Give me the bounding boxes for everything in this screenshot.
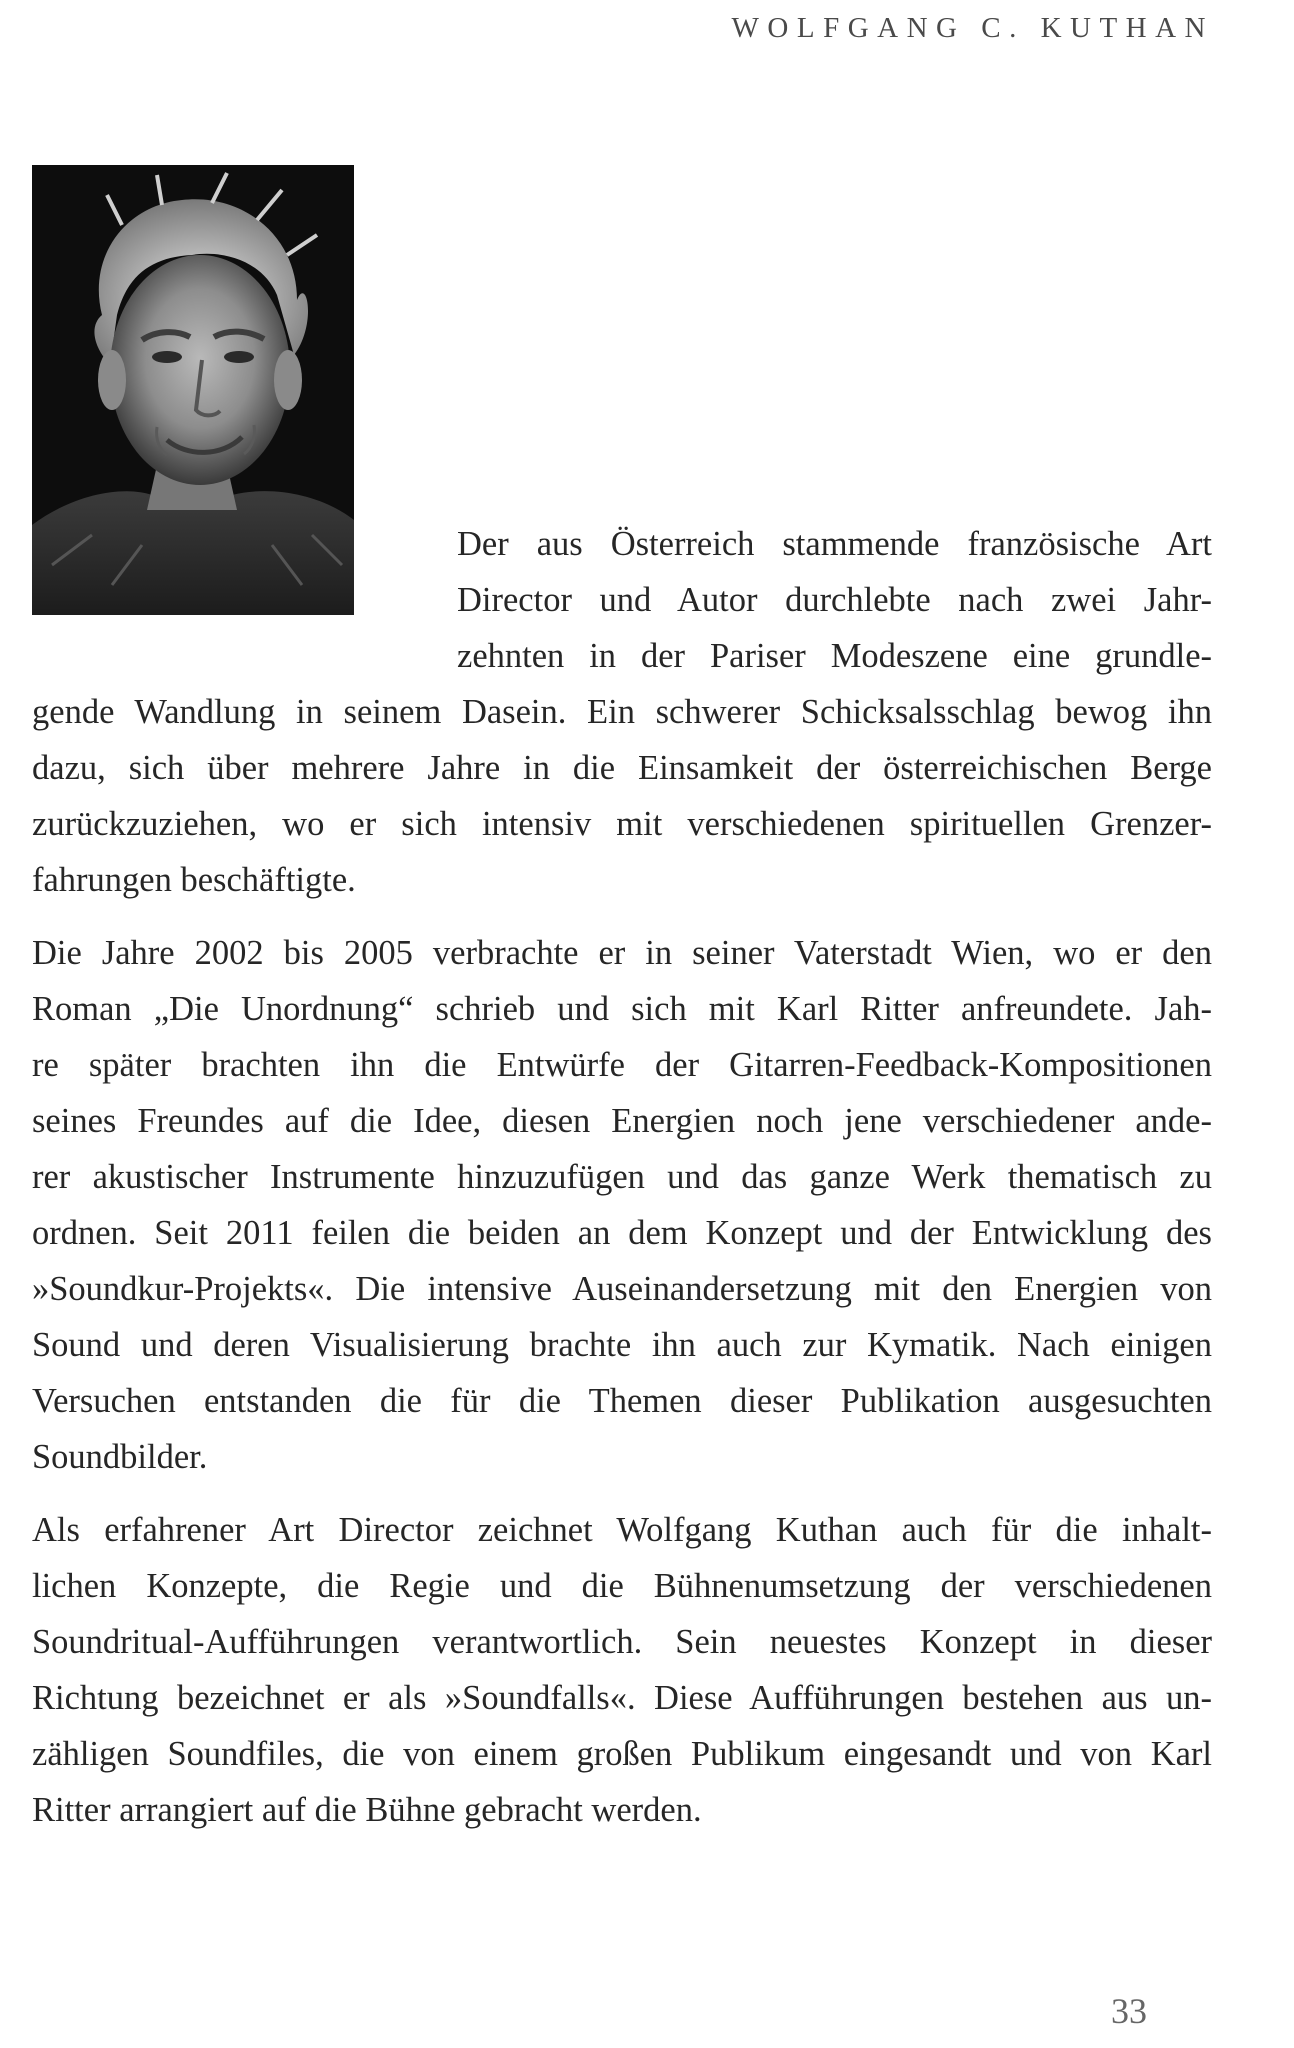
paragraph-1: [32, 516, 1212, 908]
text-line: Als erfahrener Art Director zeichnet Wolfgang Kuthan auch für die inhalt-: [32, 1511, 1212, 1549]
text-line: rer akustischer Instrumente hinzuzufügen und das ganze Werk thematisch zu: [32, 1158, 1212, 1196]
text-line: seines Freundes auf die Idee, diesen Energien noch jene verschiedener ande-: [32, 1102, 1212, 1140]
text-line: zurückzuziehen, wo er sich intensiv mit verschiedenen spirituellen Grenzer-: [32, 805, 1212, 843]
text-line: fahrungen beschäftigte.: [32, 861, 356, 899]
text-line: Roman „Die Unordnung“ schrieb und sich mit Karl Ritter anfreundete. Jah-: [32, 990, 1212, 1028]
text-line: Ritter arrangiert auf die Bühne gebracht werden.: [32, 1791, 702, 1829]
text-line: zehnten in der Pariser Modeszene eine grundle-: [457, 637, 1212, 675]
text-line: ordnen. Seit 2011 feilen die beiden an dem Konzept und der Entwicklung des: [32, 1214, 1212, 1252]
text-line: Die Jahre 2002 bis 2005 verbrachte er in seiner Vaterstadt Wien, wo er den: [32, 934, 1212, 972]
text-line: re später brachten ihn die Entwürfe der Gitarren-Feedback-Kompositionen: [32, 1046, 1212, 1084]
text-line: »Soundkur-Projekts«. Die intensive Auseinandersetzung mit den Energien von: [32, 1270, 1212, 1308]
text-line: Versuchen entstanden die für die Themen dieser Publikation ausgesuchten: [32, 1382, 1212, 1420]
text-line: lichen Konzepte, die Regie und die Bühnenumsetzung der verschiedenen: [32, 1567, 1212, 1605]
text-line: dazu, sich über mehrere Jahre in die Einsamkeit der österreichischen Berge: [32, 749, 1212, 787]
running-head: WOLFGANG C. KUTHAN: [731, 12, 1214, 44]
paragraph-2: [32, 925, 1212, 1485]
text-line: Richtung bezeichnet er als »Soundfalls«. Diese Aufführungen bestehen aus un-: [32, 1679, 1212, 1717]
portrait-wrap-spacer: [32, 516, 457, 683]
text-line: Soundritual-Aufführungen verantwortlich. Sein neuestes Konzept in dieser: [32, 1623, 1212, 1661]
text-line: zähligen Soundfiles, die von einem großen Publikum eingesandt und von Karl: [32, 1735, 1212, 1773]
body-text: [32, 516, 1212, 1855]
text-line: Soundbilder.: [32, 1438, 208, 1476]
paragraph-3: [32, 1502, 1212, 1838]
text-line: gende Wandlung in seinem Dasein. Ein schwerer Schicksalsschlag bewog ihn: [32, 693, 1212, 731]
text-line: Director und Autor durchlebte nach zwei Jahr-: [457, 581, 1212, 619]
text-line: Sound und deren Visualisierung brachte ihn auch zur Kymatik. Nach einigen: [32, 1326, 1212, 1364]
page-number: 33: [1111, 1991, 1147, 2031]
text-line: Der aus Österreich stammende französische Art: [457, 525, 1212, 563]
